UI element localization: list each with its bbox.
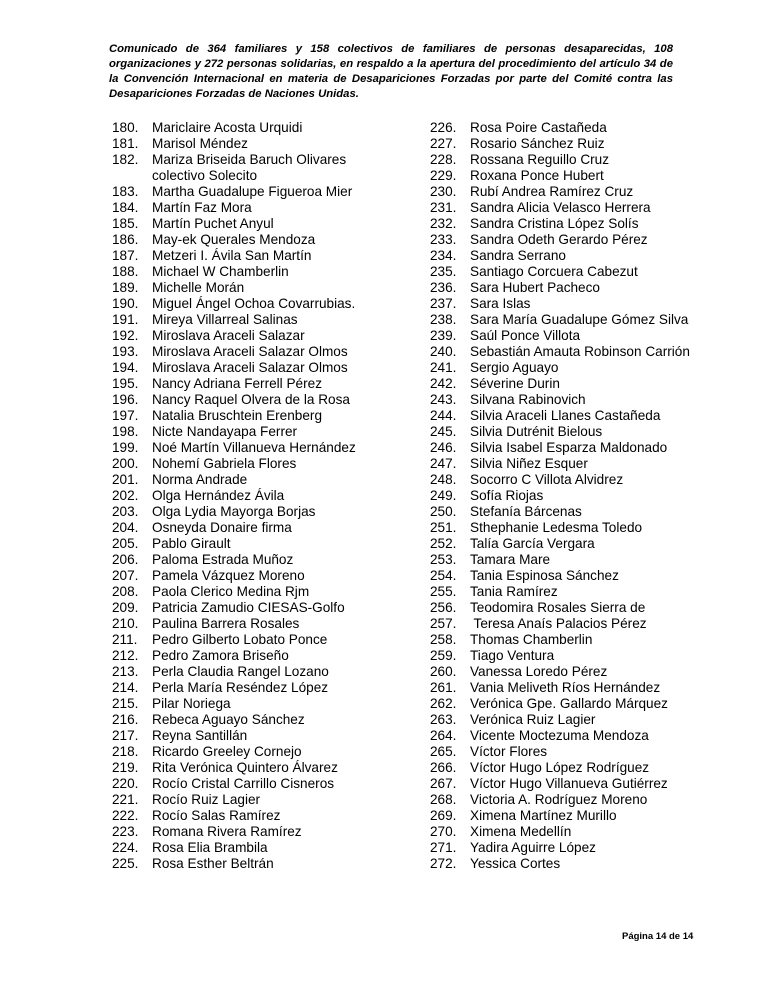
entry-name: Teodomira Rosales Sierra de bbox=[470, 600, 646, 615]
entry-number: 262. bbox=[430, 696, 457, 711]
entry-number: 251. bbox=[430, 520, 457, 535]
entry-number: 232. bbox=[430, 216, 457, 231]
entry-number: 267. bbox=[430, 776, 457, 791]
entry-name: Víctor Hugo Villanueva Gutiérrez bbox=[470, 776, 668, 791]
signatory-entry bbox=[112, 424, 422, 440]
entry-number: 203. bbox=[112, 504, 139, 519]
entry-number: 214. bbox=[112, 680, 139, 695]
entry-number: 242. bbox=[430, 376, 457, 391]
signatory-entry bbox=[112, 296, 422, 312]
entry-name: Rossana Reguillo Cruz bbox=[470, 152, 610, 167]
entry-name: Sandra Serrano bbox=[470, 248, 566, 263]
entry-name: Sebastián Amauta Robinson Carrión bbox=[470, 344, 690, 359]
entry-number: 213. bbox=[112, 664, 139, 679]
entry-number: 233. bbox=[430, 232, 457, 247]
entry-name: Séverine Durin bbox=[470, 376, 560, 391]
entry-name: Nancy Adriana Ferrell Pérez bbox=[152, 376, 322, 391]
entry-number: 219. bbox=[112, 760, 139, 775]
entry-name: Sandra Odeth Gerardo Pérez bbox=[470, 232, 648, 247]
entry-number: 254. bbox=[430, 568, 457, 583]
signatory-entry bbox=[430, 808, 730, 824]
entry-number: 180. bbox=[112, 120, 139, 135]
signatory-entry bbox=[430, 488, 730, 504]
entry-number: 217. bbox=[112, 728, 139, 743]
signatory-entry bbox=[112, 856, 422, 872]
entry-name: Teresa Anaís Palacios Pérez bbox=[470, 616, 647, 631]
entry-number: 246. bbox=[430, 440, 457, 455]
entry-name: Rosa Elia Brambila bbox=[152, 840, 268, 855]
entry-number: 193. bbox=[112, 344, 139, 359]
entry-number: 187. bbox=[112, 248, 139, 263]
entry-number: 261. bbox=[430, 680, 457, 695]
entry-name: Patricia Zamudio CIESAS-Golfo bbox=[152, 600, 345, 615]
entry-name: Sthephanie Ledesma Toledo bbox=[470, 520, 643, 535]
signatory-entry bbox=[430, 520, 730, 536]
entry-name: Ximena Medellín bbox=[470, 824, 572, 839]
signatory-entry bbox=[430, 264, 730, 280]
entry-number: 229. bbox=[430, 168, 457, 183]
entry-name: Michelle Morán bbox=[152, 280, 245, 295]
entry-number: 245. bbox=[430, 424, 457, 439]
signatory-entry bbox=[430, 392, 730, 408]
signatory-entry bbox=[112, 680, 422, 696]
entry-number: 226. bbox=[430, 120, 457, 135]
entry-number: 208. bbox=[112, 584, 139, 599]
entry-name: Pamela Vázquez Moreno bbox=[152, 568, 305, 583]
entry-name: Mariza Briseida Baruch Olivares bbox=[152, 152, 347, 167]
entry-number: 185. bbox=[112, 216, 139, 231]
signatory-entry bbox=[112, 120, 422, 136]
entry-name: Rubí Andrea Ramírez Cruz bbox=[470, 184, 634, 199]
entry-number: 206. bbox=[112, 552, 139, 567]
entry-number: 235. bbox=[430, 264, 457, 279]
entry-name: Tania Espinosa Sánchez bbox=[470, 568, 619, 583]
entry-name: Tiago Ventura bbox=[470, 648, 555, 663]
entry-name: Vanessa Loredo Pérez bbox=[470, 664, 608, 679]
entry-number: 194. bbox=[112, 360, 139, 375]
entry-name: Norma Andrade bbox=[152, 472, 248, 487]
entry-name: Miroslava Araceli Salazar bbox=[152, 328, 305, 343]
entry-number: 265. bbox=[430, 744, 457, 759]
signatory-entry bbox=[430, 744, 730, 760]
entry-name: Pedro Gilberto Lobato Ponce bbox=[152, 632, 328, 647]
signatory-entry bbox=[112, 200, 422, 216]
signatory-entry bbox=[430, 776, 730, 792]
entry-name: Sandra Cristina López Solís bbox=[470, 216, 639, 231]
entry-number: 188. bbox=[112, 264, 139, 279]
entry-name: Pedro Zamora Briseño bbox=[152, 648, 289, 663]
signatory-entry bbox=[430, 344, 730, 360]
signatory-entry bbox=[112, 488, 422, 504]
signatory-entry bbox=[430, 664, 730, 680]
entry-number: 236. bbox=[430, 280, 457, 295]
signatory-entry bbox=[430, 312, 730, 328]
entry-name: Miroslava Araceli Salazar Olmos bbox=[152, 344, 348, 359]
entry-name: Rita Verónica Quintero Álvarez bbox=[152, 760, 338, 775]
entry-name: Yadira Aguirre López bbox=[470, 840, 596, 855]
entry-name: Pablo Girault bbox=[152, 536, 231, 551]
entry-number: 186. bbox=[112, 232, 139, 247]
entry-number: 201. bbox=[112, 472, 139, 487]
entry-number: 264. bbox=[430, 728, 457, 743]
signatory-entry bbox=[112, 472, 422, 488]
entry-name: Miguel Ángel Ochoa Covarrubias. bbox=[152, 296, 356, 311]
entry-number: 224. bbox=[112, 840, 139, 855]
entry-name: Reyna Santillán bbox=[152, 728, 248, 743]
entry-number: 222. bbox=[112, 808, 139, 823]
entry-number: 190. bbox=[112, 296, 139, 311]
signatory-entry bbox=[430, 408, 730, 424]
signatory-entry bbox=[430, 712, 730, 728]
signatory-entry bbox=[112, 232, 422, 248]
signatory-entry bbox=[112, 536, 422, 552]
entry-name: Paloma Estrada Muñoz bbox=[152, 552, 294, 567]
signatory-entry bbox=[430, 472, 730, 488]
signatory-entry bbox=[430, 232, 730, 248]
entry-number: 240. bbox=[430, 344, 457, 359]
signatory-entry bbox=[112, 248, 422, 264]
entry-name: Talía García Vergara bbox=[470, 536, 595, 551]
signatory-entry bbox=[430, 536, 730, 552]
signatory-entry bbox=[430, 216, 730, 232]
entry-name: May-ek Querales Mendoza bbox=[152, 232, 316, 247]
signatory-entry bbox=[430, 792, 730, 808]
entry-name: Marisol Méndez bbox=[152, 136, 248, 151]
entry-name: Víctor Hugo López Rodríguez bbox=[470, 760, 650, 775]
signatory-entry bbox=[430, 824, 730, 840]
entry-name: Víctor Flores bbox=[470, 744, 548, 759]
entry-number: 270. bbox=[430, 824, 457, 839]
entry-name: Rosario Sánchez Ruiz bbox=[470, 136, 605, 151]
entry-number: 184. bbox=[112, 200, 139, 215]
entry-number: 227. bbox=[430, 136, 457, 151]
entry-number: 191. bbox=[112, 312, 139, 327]
signatory-entry bbox=[430, 760, 730, 776]
entry-name: Nancy Raquel Olvera de la Rosa bbox=[152, 392, 350, 407]
entry-name: Sergio Aguayo bbox=[470, 360, 559, 375]
entry-number: 196. bbox=[112, 392, 139, 407]
signatory-entry bbox=[430, 136, 730, 152]
signatory-entry bbox=[112, 392, 422, 408]
signatory-entry bbox=[430, 168, 730, 184]
page-number: Página 14 de 14 bbox=[622, 931, 694, 942]
entry-name: Michael W Chamberlin bbox=[152, 264, 289, 279]
entry-name: Vania Meliveth Ríos Hernández bbox=[470, 680, 661, 695]
entry-name: Tania Ramírez bbox=[470, 584, 558, 599]
entry-name: Sara María Guadalupe Gómez Silva bbox=[470, 312, 689, 327]
entry-name: Paola Clerico Medina Rjm bbox=[152, 584, 310, 599]
entry-number: 248. bbox=[430, 472, 457, 487]
entry-name: Rosa Poire Castañeda bbox=[470, 120, 607, 135]
entry-number: 239. bbox=[430, 328, 457, 343]
entry-name: Martín Puchet Anyul bbox=[152, 216, 274, 231]
entry-name: Silvia Niñez Esquer bbox=[470, 456, 588, 471]
entry-number: 256. bbox=[430, 600, 457, 615]
entry-name: Pilar Noriega bbox=[152, 696, 231, 711]
signatory-entry bbox=[112, 216, 422, 232]
entry-number: 243. bbox=[430, 392, 457, 407]
entry-name: Rebeca Aguayo Sánchez bbox=[152, 712, 305, 727]
entry-number: 237. bbox=[430, 296, 457, 311]
entry-number: 252. bbox=[430, 536, 457, 551]
entry-name: Santiago Corcuera Cabezut bbox=[470, 264, 638, 279]
entry-name: Yessica Cortes bbox=[470, 856, 561, 871]
entry-number: 255. bbox=[430, 584, 457, 599]
entry-name: Tamara Mare bbox=[470, 552, 551, 567]
entry-number: 228. bbox=[430, 152, 457, 167]
entry-number: 215. bbox=[112, 696, 139, 711]
entry-name: Silvia Araceli Llanes Castañeda bbox=[470, 408, 661, 423]
entry-name: Mariclaire Acosta Urquidi bbox=[152, 120, 303, 135]
signatory-entry bbox=[430, 616, 730, 632]
signatory-entry bbox=[112, 696, 422, 712]
entry-number: 241. bbox=[430, 360, 457, 375]
entry-name: Victoria A. Rodríguez Moreno bbox=[470, 792, 648, 807]
entry-number: 271. bbox=[430, 840, 457, 855]
signatory-entry bbox=[112, 408, 422, 424]
signatory-entry bbox=[112, 184, 422, 200]
entry-number: 198. bbox=[112, 424, 139, 439]
entry-name: Olga Hernández Ávila bbox=[152, 488, 285, 503]
entry-number: 211. bbox=[112, 632, 138, 647]
signatory-entry bbox=[112, 360, 422, 376]
entry-name: Rocío Cristal Carrillo Cisneros bbox=[152, 776, 335, 791]
entry-name: Perla María Reséndez López bbox=[152, 680, 329, 695]
entry-name: Vicente Moctezuma Mendoza bbox=[470, 728, 649, 743]
entry-name: Rocío Ruiz Lagier bbox=[152, 792, 261, 807]
entry-number: 225. bbox=[112, 856, 139, 871]
signatory-entry bbox=[430, 328, 730, 344]
signatory-entry bbox=[430, 584, 730, 600]
entry-number: 200. bbox=[112, 456, 139, 471]
signatory-entry bbox=[112, 664, 422, 680]
signatory-entry bbox=[430, 440, 730, 456]
entry-number: 259. bbox=[430, 648, 457, 663]
signatory-entry bbox=[112, 456, 422, 472]
entry-name: Metzeri I. Ávila San Martín bbox=[152, 248, 312, 263]
entry-name: Romana Rivera Ramírez bbox=[152, 824, 302, 839]
signatory-entry bbox=[430, 296, 730, 312]
signatory-entry bbox=[112, 136, 422, 152]
signatory-entry bbox=[430, 280, 730, 296]
entry-number: 182. bbox=[112, 152, 139, 167]
signatory-entry bbox=[430, 120, 730, 136]
entry-number: 212. bbox=[112, 648, 139, 663]
signatory-entry bbox=[112, 632, 422, 648]
entry-number: 231. bbox=[430, 200, 457, 215]
entry-name: Verónica Gpe. Gallardo Márquez bbox=[470, 696, 668, 711]
entry-number: 253. bbox=[430, 552, 457, 567]
signatory-entry bbox=[430, 600, 730, 616]
entry-number: 199. bbox=[112, 440, 139, 455]
signatory-entry bbox=[112, 344, 422, 360]
signatory-entry bbox=[430, 200, 730, 216]
signatories-list-right bbox=[430, 120, 730, 872]
entry-name: Nohemí Gabriela Flores bbox=[152, 456, 297, 471]
signatory-entry bbox=[112, 280, 422, 296]
signatory-entry bbox=[430, 360, 730, 376]
entry-number: 210. bbox=[112, 616, 139, 631]
entry-number: 249. bbox=[430, 488, 457, 503]
entry-name: Roxana Ponce Hubert bbox=[470, 168, 604, 183]
entry-number: 209. bbox=[112, 600, 139, 615]
entry-number: 257. bbox=[430, 616, 457, 631]
entry-name: Martín Faz Mora bbox=[152, 200, 252, 215]
entry-number: 244. bbox=[430, 408, 457, 423]
entry-number: 183. bbox=[112, 184, 139, 199]
entry-name: Osneyda Donaire firma bbox=[152, 520, 292, 535]
entry-name: Rosa Esther Beltrán bbox=[152, 856, 274, 871]
signatory-entry bbox=[430, 248, 730, 264]
signatory-entry bbox=[112, 504, 422, 520]
entry-name: Natalia Bruschtein Erenberg bbox=[152, 408, 323, 423]
entry-number: 220. bbox=[112, 776, 139, 791]
document-header: Comunicado de 364 familiares y 158 colectivos de familiares de personas desaparecidas, 108 organizaciones y 272 personas solidarias, en respaldo a la apertura del procedimiento del artículo 34 de la Convención Internacional en materia de Desapariciones Forzadas por parte del Comité contra las Desapariciones Forzadas de Naciones Unidas. bbox=[109, 43, 673, 100]
entry-number: 263. bbox=[430, 712, 457, 727]
entry-number: 195. bbox=[112, 376, 139, 391]
entry-number: 192. bbox=[112, 328, 139, 343]
entry-name: Rocío Salas Ramírez bbox=[152, 808, 281, 823]
entry-name: Silvia Dutrénit Bielous bbox=[470, 424, 603, 439]
signatory-entry bbox=[112, 520, 422, 536]
signatory-entry bbox=[112, 808, 422, 824]
signatory-entry bbox=[430, 552, 730, 568]
signatory-entry bbox=[112, 152, 422, 184]
entry-name: Saúl Ponce Villota bbox=[470, 328, 581, 343]
signatory-entry bbox=[112, 376, 422, 392]
signatory-entry bbox=[112, 552, 422, 568]
signatory-entry bbox=[112, 776, 422, 792]
entry-name: Olga Lydia Mayorga Borjas bbox=[152, 504, 316, 519]
signatory-entry bbox=[430, 856, 730, 872]
entry-name: Sara Hubert Pacheco bbox=[470, 280, 600, 295]
entry-number: 272. bbox=[430, 856, 457, 871]
entry-name: Martha Guadalupe Figueroa Mier bbox=[152, 184, 353, 199]
signatory-entry bbox=[430, 152, 730, 168]
signatory-entry bbox=[112, 584, 422, 600]
entry-number: 258. bbox=[430, 632, 457, 647]
entry-number: 238. bbox=[430, 312, 457, 327]
entry-name: Silvia Isabel Esparza Maldonado bbox=[470, 440, 668, 455]
entry-number: 260. bbox=[430, 664, 457, 679]
entry-name: Mireya Villarreal Salinas bbox=[152, 312, 298, 327]
signatories-list-left bbox=[112, 120, 422, 872]
entry-name: Ximena Martínez Murillo bbox=[470, 808, 617, 823]
signatory-entry bbox=[430, 504, 730, 520]
signatory-entry bbox=[112, 440, 422, 456]
entry-name: Sofía Riojas bbox=[470, 488, 544, 503]
entry-name-continuation: colectivo Solecito bbox=[152, 168, 258, 183]
entry-number: 205. bbox=[112, 536, 139, 551]
signatory-entry bbox=[430, 376, 730, 392]
entry-name: Verónica Ruiz Lagier bbox=[470, 712, 596, 727]
signatory-entry bbox=[112, 616, 422, 632]
entry-number: 189. bbox=[112, 280, 139, 295]
entry-number: 269. bbox=[430, 808, 457, 823]
entry-number: 204. bbox=[112, 520, 139, 535]
entry-number: 202. bbox=[112, 488, 139, 503]
entry-number: 197. bbox=[112, 408, 139, 423]
signatory-entry bbox=[112, 600, 422, 616]
signatory-entry bbox=[112, 712, 422, 728]
signatory-entry bbox=[430, 184, 730, 200]
signatory-entry bbox=[112, 744, 422, 760]
entry-name: Ricardo Greeley Cornejo bbox=[152, 744, 302, 759]
entry-number: 247. bbox=[430, 456, 457, 471]
signatory-entry bbox=[112, 824, 422, 840]
signatory-entry bbox=[112, 728, 422, 744]
entry-number: 234. bbox=[430, 248, 457, 263]
entry-name: Sara Islas bbox=[470, 296, 531, 311]
signatory-entry bbox=[112, 648, 422, 664]
entry-name: Noé Martín Villanueva Hernández bbox=[152, 440, 356, 455]
signatory-entry bbox=[430, 728, 730, 744]
signatory-entry bbox=[112, 328, 422, 344]
entry-name: Sandra Alicia Velasco Herrera bbox=[470, 200, 651, 215]
entry-name: Paulina Barrera Rosales bbox=[152, 616, 300, 631]
entry-number: 216. bbox=[112, 712, 139, 727]
entry-name: Socorro C Villota Alvidrez bbox=[470, 472, 624, 487]
entry-number: 223. bbox=[112, 824, 139, 839]
entry-number: 268. bbox=[430, 792, 457, 807]
entry-name: Stefanía Bárcenas bbox=[470, 504, 582, 519]
signatory-entry bbox=[112, 760, 422, 776]
signatory-entry bbox=[430, 632, 730, 648]
entry-name: Perla Claudia Rangel Lozano bbox=[152, 664, 329, 679]
signatory-entry bbox=[430, 680, 730, 696]
signatory-entry bbox=[112, 264, 422, 280]
signatory-entry bbox=[112, 312, 422, 328]
signatory-entry bbox=[430, 648, 730, 664]
entry-name: Miroslava Araceli Salazar Olmos bbox=[152, 360, 348, 375]
entry-name: Thomas Chamberlin bbox=[470, 632, 593, 647]
signatory-entry bbox=[430, 424, 730, 440]
signatory-entry bbox=[430, 840, 730, 856]
signatory-entry bbox=[430, 568, 730, 584]
entry-number: 207. bbox=[112, 568, 139, 583]
entry-number: 218. bbox=[112, 744, 139, 759]
entry-name: Nicte Nandayapa Ferrer bbox=[152, 424, 298, 439]
entry-number: 266. bbox=[430, 760, 457, 775]
signatory-entry bbox=[112, 568, 422, 584]
entry-number: 230. bbox=[430, 184, 457, 199]
signatory-entry bbox=[430, 456, 730, 472]
entry-number: 250. bbox=[430, 504, 457, 519]
entry-number: 221. bbox=[112, 792, 139, 807]
signatory-entry bbox=[430, 696, 730, 712]
entry-name: Silvana Rabinovich bbox=[470, 392, 586, 407]
signatory-entry bbox=[112, 792, 422, 808]
signatory-entry bbox=[112, 840, 422, 856]
entry-number: 181. bbox=[112, 136, 139, 151]
